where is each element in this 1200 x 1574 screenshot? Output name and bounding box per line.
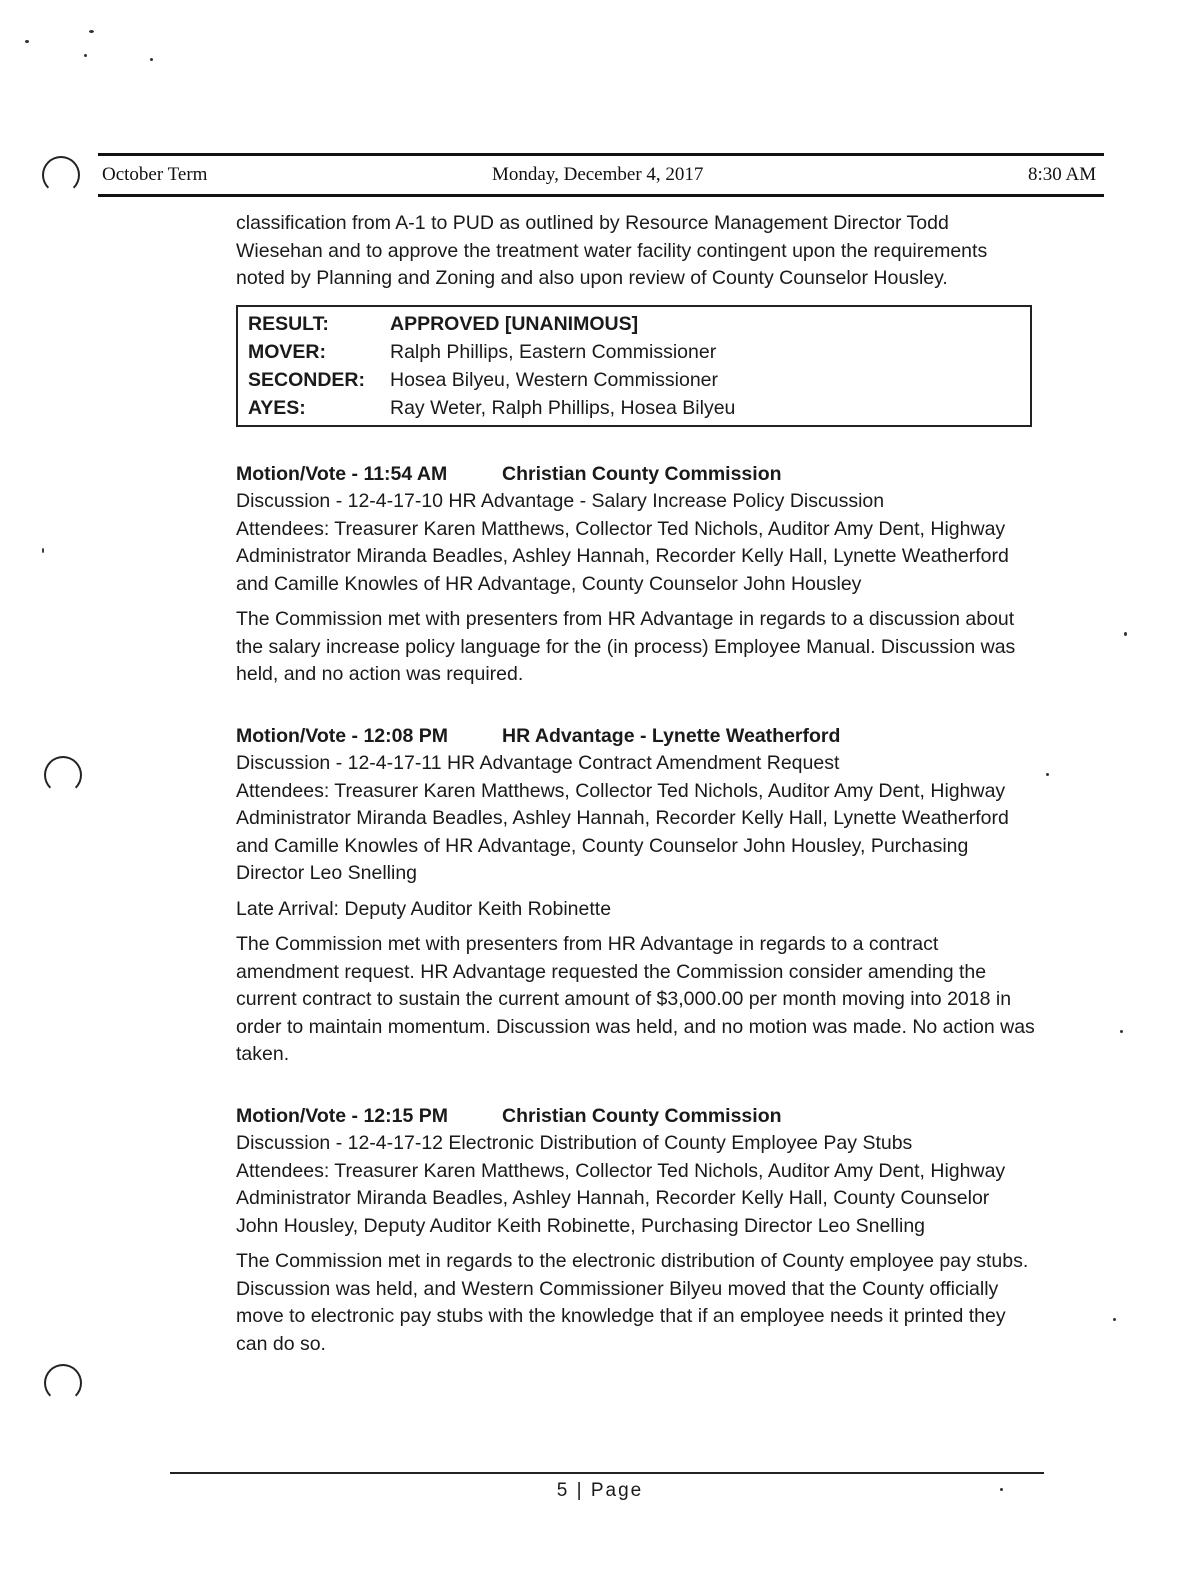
scan-speck: [1120, 1030, 1123, 1033]
vote-result-table: [236, 305, 1032, 427]
motion-heading: [236, 1103, 1036, 1131]
discussion-line: Discussion - 12-4-17-10 HR Advantage - Salary Increase Policy Discussion: [236, 490, 885, 512]
header-time: 8:30 AM: [1028, 164, 1097, 185]
scan-speck: [1124, 632, 1127, 636]
attendees-line: Attendees: Treasurer Karen Matthews, Collector Ted Nichols, Auditor Amy Dent, Highway Administrator Miranda Beadles, Ashley Hannah, Recorder Kelly Hall, Lynette Weatherford and Camille Knowles of HR Advantage, County Counselor John Housley: [236, 517, 1009, 595]
vote-row-ayes: [238, 395, 1030, 423]
vote-label: SECONDER:: [248, 368, 366, 391]
vote-label: RESULT:: [248, 312, 329, 335]
motion-section: [236, 723, 1036, 1069]
motion-heading: [236, 723, 1036, 751]
scan-speck: [89, 30, 94, 33]
discussion-line: Discussion - 12-4-17-12 Electronic Distribution of County Employee Pay Stubs: [236, 1132, 913, 1154]
scan-speck: [1046, 773, 1049, 776]
attendees-line: Attendees: Treasurer Karen Matthews, Collector Ted Nichols, Auditor Amy Dent, Highway Administrator Miranda Beadles, Ashley Hannah, Recorder Kelly Hall, County Counselor John Housley, Deputy Auditor Keith Robinette, Purchasing Director Leo Snelling: [236, 1159, 1006, 1237]
header-term: October Term: [102, 164, 208, 185]
motion-time: Motion/Vote - 11:54 AM: [236, 462, 448, 485]
motion-body: Christian County Commission: [502, 462, 782, 485]
vote-value: Hosea Bilyeu, Western Commissioner: [390, 368, 719, 391]
scan-speck: [150, 58, 153, 61]
vote-label: AYES:: [248, 396, 306, 419]
discussion-line: Discussion - 12-4-17-11 HR Advantage Contract Amendment Request: [236, 752, 840, 774]
header-rule-bottom: [98, 194, 1104, 197]
punch-hole: [44, 1364, 82, 1402]
attendees-line: Attendees: Treasurer Karen Matthews, Collector Ted Nichols, Auditor Amy Dent, Highway Administrator Miranda Beadles, Ashley Hannah, Recorder Kelly Hall, Lynette Weatherford and Camille Knowles of HR Advantage, County Counselor John Housley, Purchasing Director Leo Snelling: [236, 779, 1009, 884]
late-arrival-line: Late Arrival: Deputy Auditor Keith Robinette: [236, 897, 612, 920]
motion-heading: [236, 461, 1036, 489]
vote-row-result: [238, 311, 1030, 339]
section-summary: The Commission met with presenters from HR Advantage in regards to a discussion about the salary increase policy language for the (in process) Employee Manual. Discussion was held, and no action was required.: [236, 608, 1016, 685]
footer-rule: [170, 1472, 1044, 1474]
vote-row-mover: [238, 339, 1030, 367]
motion-body: HR Advantage - Lynette Weatherford: [502, 724, 841, 747]
vote-label: MOVER:: [248, 340, 326, 363]
minutes-content: [236, 210, 1036, 1358]
section-summary: The Commission met in regards to the electronic distribution of County employee pay stubs. Discussion was held, and Western Commissioner Bilyeu moved that the County officially move to electronic pay stubs with the knowledge that if an employee needs it printed they can do so.: [236, 1250, 1029, 1355]
header-date: Monday, December 4, 2017: [492, 164, 704, 185]
scan-speck: [25, 40, 29, 43]
vote-row-seconder: [238, 367, 1030, 395]
section-summary: The Commission met with presenters from HR Advantage in regards to a contract amendment request. HR Advantage requested the Commission consider amending the current contract to sustain the current amount of $3,000.00 per month moving into 2018 in order to maintain momentum. Discussion was held, and no motion was made. No action was taken.: [236, 933, 1035, 1065]
punch-hole: [44, 756, 82, 794]
header-rule-top: [98, 153, 1104, 156]
motion-section: [236, 1103, 1036, 1359]
vote-value: APPROVED [UNANIMOUS]: [390, 312, 639, 335]
motion-section: [236, 461, 1036, 689]
motion-time: Motion/Vote - 12:08 PM: [236, 724, 448, 747]
scan-speck: [1113, 1318, 1116, 1321]
punch-hole: [42, 156, 80, 194]
intro-paragraph: classification from A-1 to PUD as outlined by Resource Management Director Todd Wiesehan and to approve the treatment water facility contingent upon the requirements noted by Planning and Zoning and also upon review of County Counselor Housley.: [236, 212, 988, 289]
vote-value: Ray Weter, Ralph Phillips, Hosea Bilyeu: [390, 396, 736, 419]
scan-speck: [84, 54, 87, 57]
vote-value: Ralph Phillips, Eastern Commissioner: [390, 340, 717, 363]
page-number: 5 | Page: [556, 1480, 644, 1501]
motion-time: Motion/Vote - 12:15 PM: [236, 1104, 448, 1127]
scan-speck: [42, 548, 44, 553]
motion-body: Christian County Commission: [502, 1104, 782, 1127]
